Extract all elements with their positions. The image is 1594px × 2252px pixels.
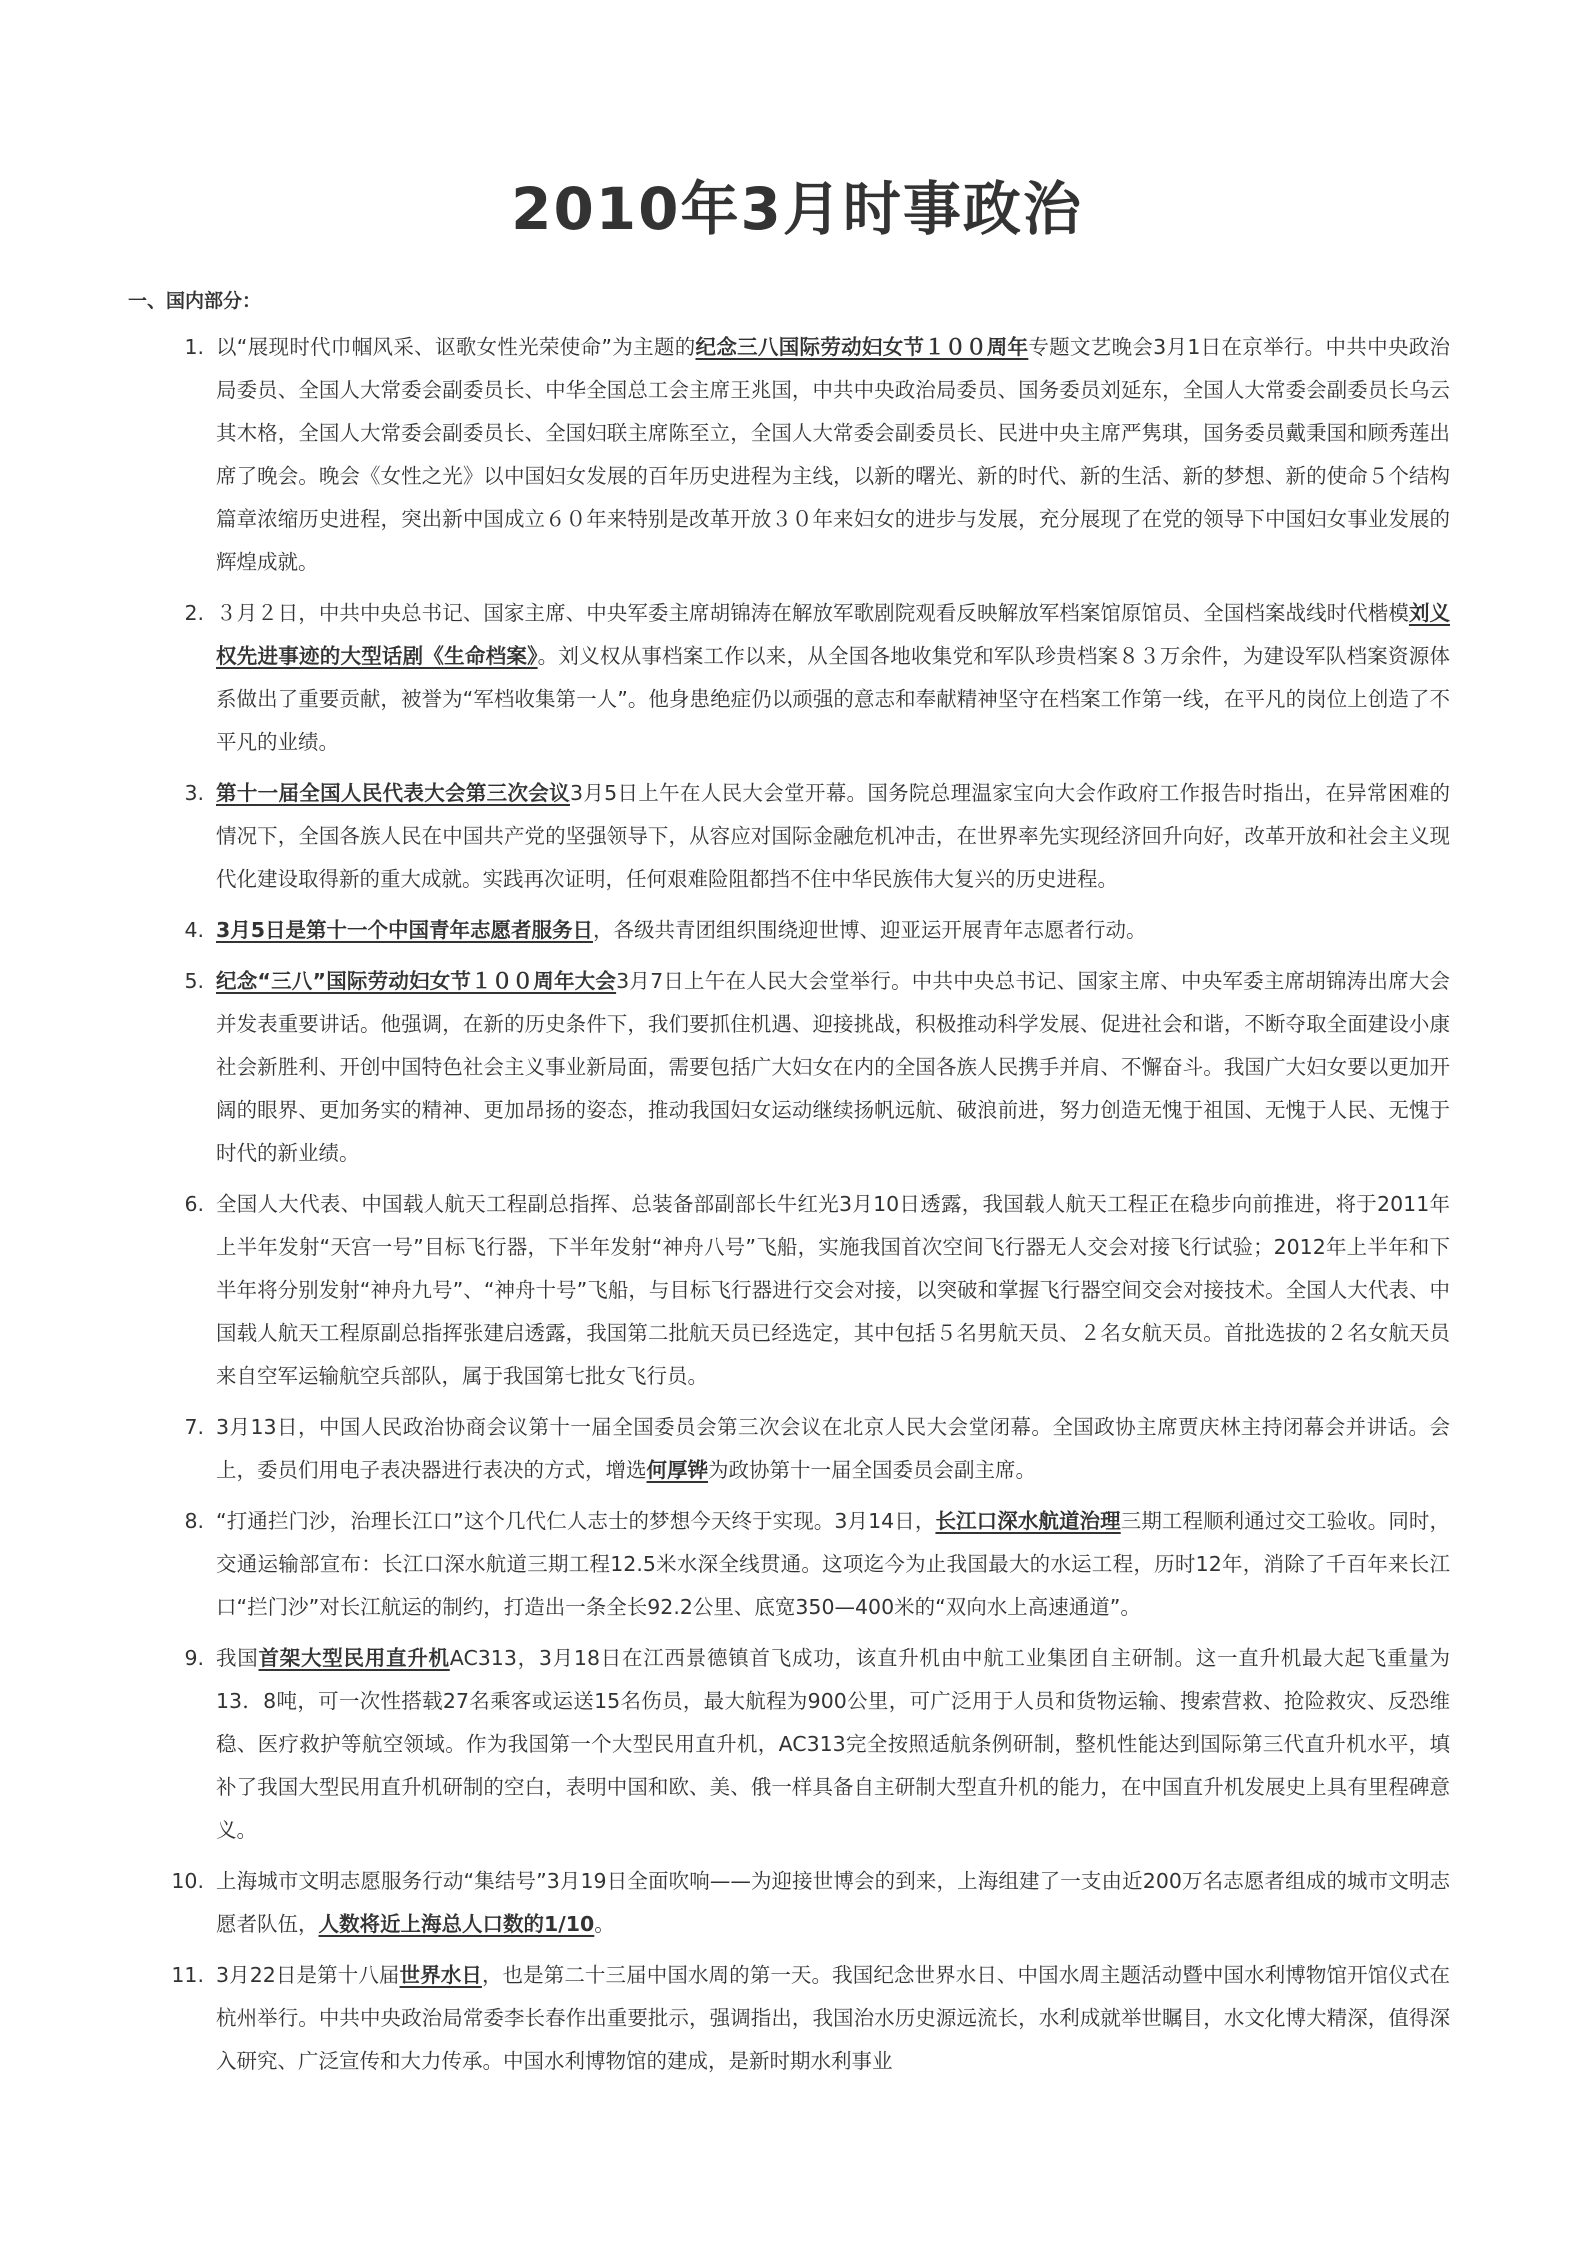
- highlighted-keyword: 3月5日是第十一个中国青年志愿者服务日: [216, 918, 594, 942]
- item-number: 10.: [171, 1869, 204, 1893]
- item-text-segment: 上海城市文明志愿服务行动“集结号”3月19日全面吹响——为迎接世博会的到来，上海组建了一支由近200万名志愿者组成的城市文明志愿者队伍，: [216, 1869, 1450, 1936]
- item-text-segment: 专题文艺晚会3月1日在京举行。中共中央政治局委员、全国人大常委会副委员长、中华全国总工会主席王兆国，中共中央政治局委员、国务委员刘延东，全国人大常委会副委员长乌云其木格，全国人大常委会副委员长、全国妇联主席陈至立，全国人大常委会副委员长、民进中央主席严隽琪，国务委员戴秉国和顾秀莲出席了晚会。晚会《女性之光》以中国妇女发展的百年历史进程为主线，以新的曙光、新的时代、新的生活、新的梦想、新的使命５个结构篇章浓缩历史进程，突出新中国成立６０年来特别是改革开放３０年来妇女的进步与发展，充分展现了在党的领导下中国妇女事业发展的辉煌成就。: [216, 335, 1450, 574]
- news-item-list: [160, 326, 1450, 2091]
- item-number: 5.: [184, 969, 204, 993]
- item-number: 6.: [184, 1192, 204, 1216]
- document-title: 2010年3月时事政治: [511, 175, 1083, 243]
- item-text-segment: ，也是第二十三届中国水周的第一天。我国纪念世界水日、中国水周主题活动暨中国水利博物馆开馆仪式在杭州举行。中共中央政治局常委李长春作出重要批示，强调指出，我国治水历史源远流长，水利成就举世瞩目，水文化博大精深，值得深入研究、广泛宣传和大力传承。中国水利博物馆的建成，是新时期水利事业: [216, 1963, 1451, 2073]
- highlighted-keyword: 长江口深水航道治理: [935, 1509, 1121, 1533]
- item-text: [216, 592, 1450, 764]
- item-text: [216, 1954, 1450, 2083]
- news-item: [160, 1406, 1450, 1492]
- news-item: [160, 1183, 1450, 1398]
- item-text-segment: ，各级共青团组织围绕迎世博、迎亚运开展青年志愿者行动。: [593, 918, 1147, 942]
- item-number: 2.: [184, 601, 204, 625]
- item-text-segment: 三期工程顺利通过交工验收。同时，交通运输部宣布：长江口深水航道三期工程12.5米水深全线贯通。这项迄今为止我国最大的水运工程，历时12年，消除了千百年来长江口“拦门沙”对长江航运的制约，打造出一条全长92.2公里、底宽350—400米的“双向水上高速通道”。: [216, 1509, 1451, 1619]
- news-item: [160, 909, 1450, 952]
- item-number: 8.: [184, 1509, 204, 1533]
- item-number: 1.: [184, 335, 204, 359]
- item-number: 9.: [184, 1646, 204, 1670]
- item-text: [216, 1500, 1450, 1629]
- item-number: 7.: [184, 1415, 204, 1439]
- item-text: [216, 909, 1450, 952]
- item-text-segment: 以“展现时代巾帼风采、讴歌女性光荣使命”为主题的: [216, 335, 696, 359]
- item-number: 4.: [184, 918, 204, 942]
- item-text: [216, 1406, 1450, 1492]
- news-item: [160, 1860, 1450, 1946]
- item-text-segment: 3月22日是第十八届: [216, 1963, 400, 1987]
- item-text-segment: 3月5日上午在人民大会堂开幕。国务院总理温家宝向大会作政府工作报告时指出，在异常困难的情况下，全国各族人民在中国共产党的坚强领导下，从容应对国际金融危机冲击，在世界率先实现经济回升向好，改革开放和社会主义现代化建设取得新的重大成就。实践再次证明，任何艰难险阻都挡不住中华民族伟大复兴的历史进程。: [216, 781, 1450, 891]
- highlighted-keyword: 纪念三八国际劳动妇女节１００周年: [695, 335, 1029, 359]
- item-text: [216, 960, 1450, 1175]
- item-text-segment: 3月7日上午在人民大会堂举行。中共中央总书记、国家主席、中央军委主席胡锦涛出席大会并发表重要讲话。他强调，在新的历史条件下，我们要抓住机遇、迎接挑战，积极推动科学发展、促进社会和谐，不断夺取全面建设小康社会新胜利、开创中国特色社会主义事业新局面，需要包括广大妇女在内的全国各族人民携手并肩、不懈奋斗。我国广大妇女要以更加开阔的眼界、更加务实的精神、更加昂扬的姿态，推动我国妇女运动继续扬帆远航、破浪前进，努力创造无愧于祖国、无愧于人民、无愧于时代的新业绩。: [216, 969, 1450, 1165]
- highlighted-keyword: 首架大型民用直升机: [258, 1646, 450, 1670]
- item-text-segment: 全国人大代表、中国载人航天工程副总指挥、总装备部副部长牛红光3月10日透露，我国载人航天工程正在稳步向前推进，将于2011年上半年发射“天宫一号”目标飞行器，下半年发射“神舟八号”飞船，实施我国首次空间飞行器无人交会对接飞行试验；2012年上半年和下半年将分别发射“神舟九号”、“神舟十号”飞船，与目标飞行器进行交会对接，以突破和掌握飞行器空间交会对接技术。全国人大代表、中国载人航天工程原副总指挥张建启透露，我国第二批航天员已经选定，其中包括５名男航天员、２名女航天员。首批选拔的２名女航天员来自空军运输航空兵部队，属于我国第七批女飞行员。: [216, 1192, 1450, 1388]
- item-number: 11.: [171, 1963, 204, 1987]
- highlighted-keyword: 刘义权先进事迹的大型话剧《生命档案》: [216, 601, 1451, 668]
- highlighted-keyword: 第十一届全国人民代表大会第三次会议: [216, 781, 570, 805]
- item-text-segment: “打通拦门沙，治理长江口”这个几代仁人志士的梦想今天终于实现。3月14日，: [216, 1509, 936, 1533]
- news-item: [160, 772, 1450, 901]
- news-item: [160, 326, 1450, 584]
- highlighted-keyword: 人数将近上海总人口数的1/10: [318, 1912, 595, 1936]
- item-text: [216, 326, 1450, 584]
- news-item: [160, 1637, 1450, 1852]
- item-text-segment: AC313，3月18日在江西景德镇首飞成功，该直升机由中航工业集团自主研制。这一直升机最大起飞重量为13．8吨，可一次性搭载27名乘客或运送15名伤员，最大航程为900公里，可广泛用于人员和货物运输、搜索营救、抢险救灾、反恐维稳、医疗救护等航空领域。作为我国第一个大型民用直升机，AC313完全按照适航条例研制，整机性能达到国际第三代直升机水平，填补了我国大型民用直升机研制的空白，表明中国和欧、美、俄一样具备自主研制大型直升机的能力，在中国直升机发展史上具有里程碑意义。: [216, 1646, 1451, 1842]
- highlighted-keyword: 世界水日: [399, 1963, 482, 1987]
- item-text: [216, 772, 1450, 901]
- item-text-segment: 。刘义权从事档案工作以来，从全国各地收集党和军队珍贵档案８３万余件，为建设军队档案资源体系做出了重要贡献，被誉为“军档收集第一人”。他身患绝症仍以顽强的意志和奉献精神坚守在档案工作第一线，在平凡的岗位上创造了不平凡的业绩。: [216, 644, 1451, 754]
- news-item: [160, 960, 1450, 1175]
- item-text: [216, 1637, 1450, 1852]
- news-item: [160, 1500, 1450, 1629]
- item-text-segment: 3月13日，中国人民政治协商会议第十一届全国委员会第三次会议在北京人民大会堂闭幕。全国政协主席贾庆林主持闭幕会并讲话。会上，委员们用电子表决器进行表决的方式，增选: [216, 1415, 1450, 1482]
- highlighted-keyword: 何厚铧: [646, 1458, 708, 1482]
- item-text-segment: ３月２日，中共中央总书记、国家主席、中央军委主席胡锦涛在解放军歌剧院观看反映解放军档案馆原馆员、全国档案战线时代楷模: [216, 601, 1409, 625]
- highlighted-keyword: 纪念“三八”国际劳动妇女节１００周年大会: [216, 969, 617, 993]
- news-item: [160, 1954, 1450, 2083]
- item-text-segment: 我国: [216, 1646, 259, 1670]
- item-number: 3.: [184, 781, 204, 805]
- item-text-segment: 。: [594, 1912, 615, 1936]
- item-text-segment: 为政协第十一届全国委员会副主席。: [708, 1458, 1036, 1482]
- item-text: [216, 1860, 1450, 1946]
- section-heading: 一、国内部分：: [128, 290, 262, 312]
- news-item: [160, 592, 1450, 764]
- item-text: [216, 1183, 1450, 1398]
